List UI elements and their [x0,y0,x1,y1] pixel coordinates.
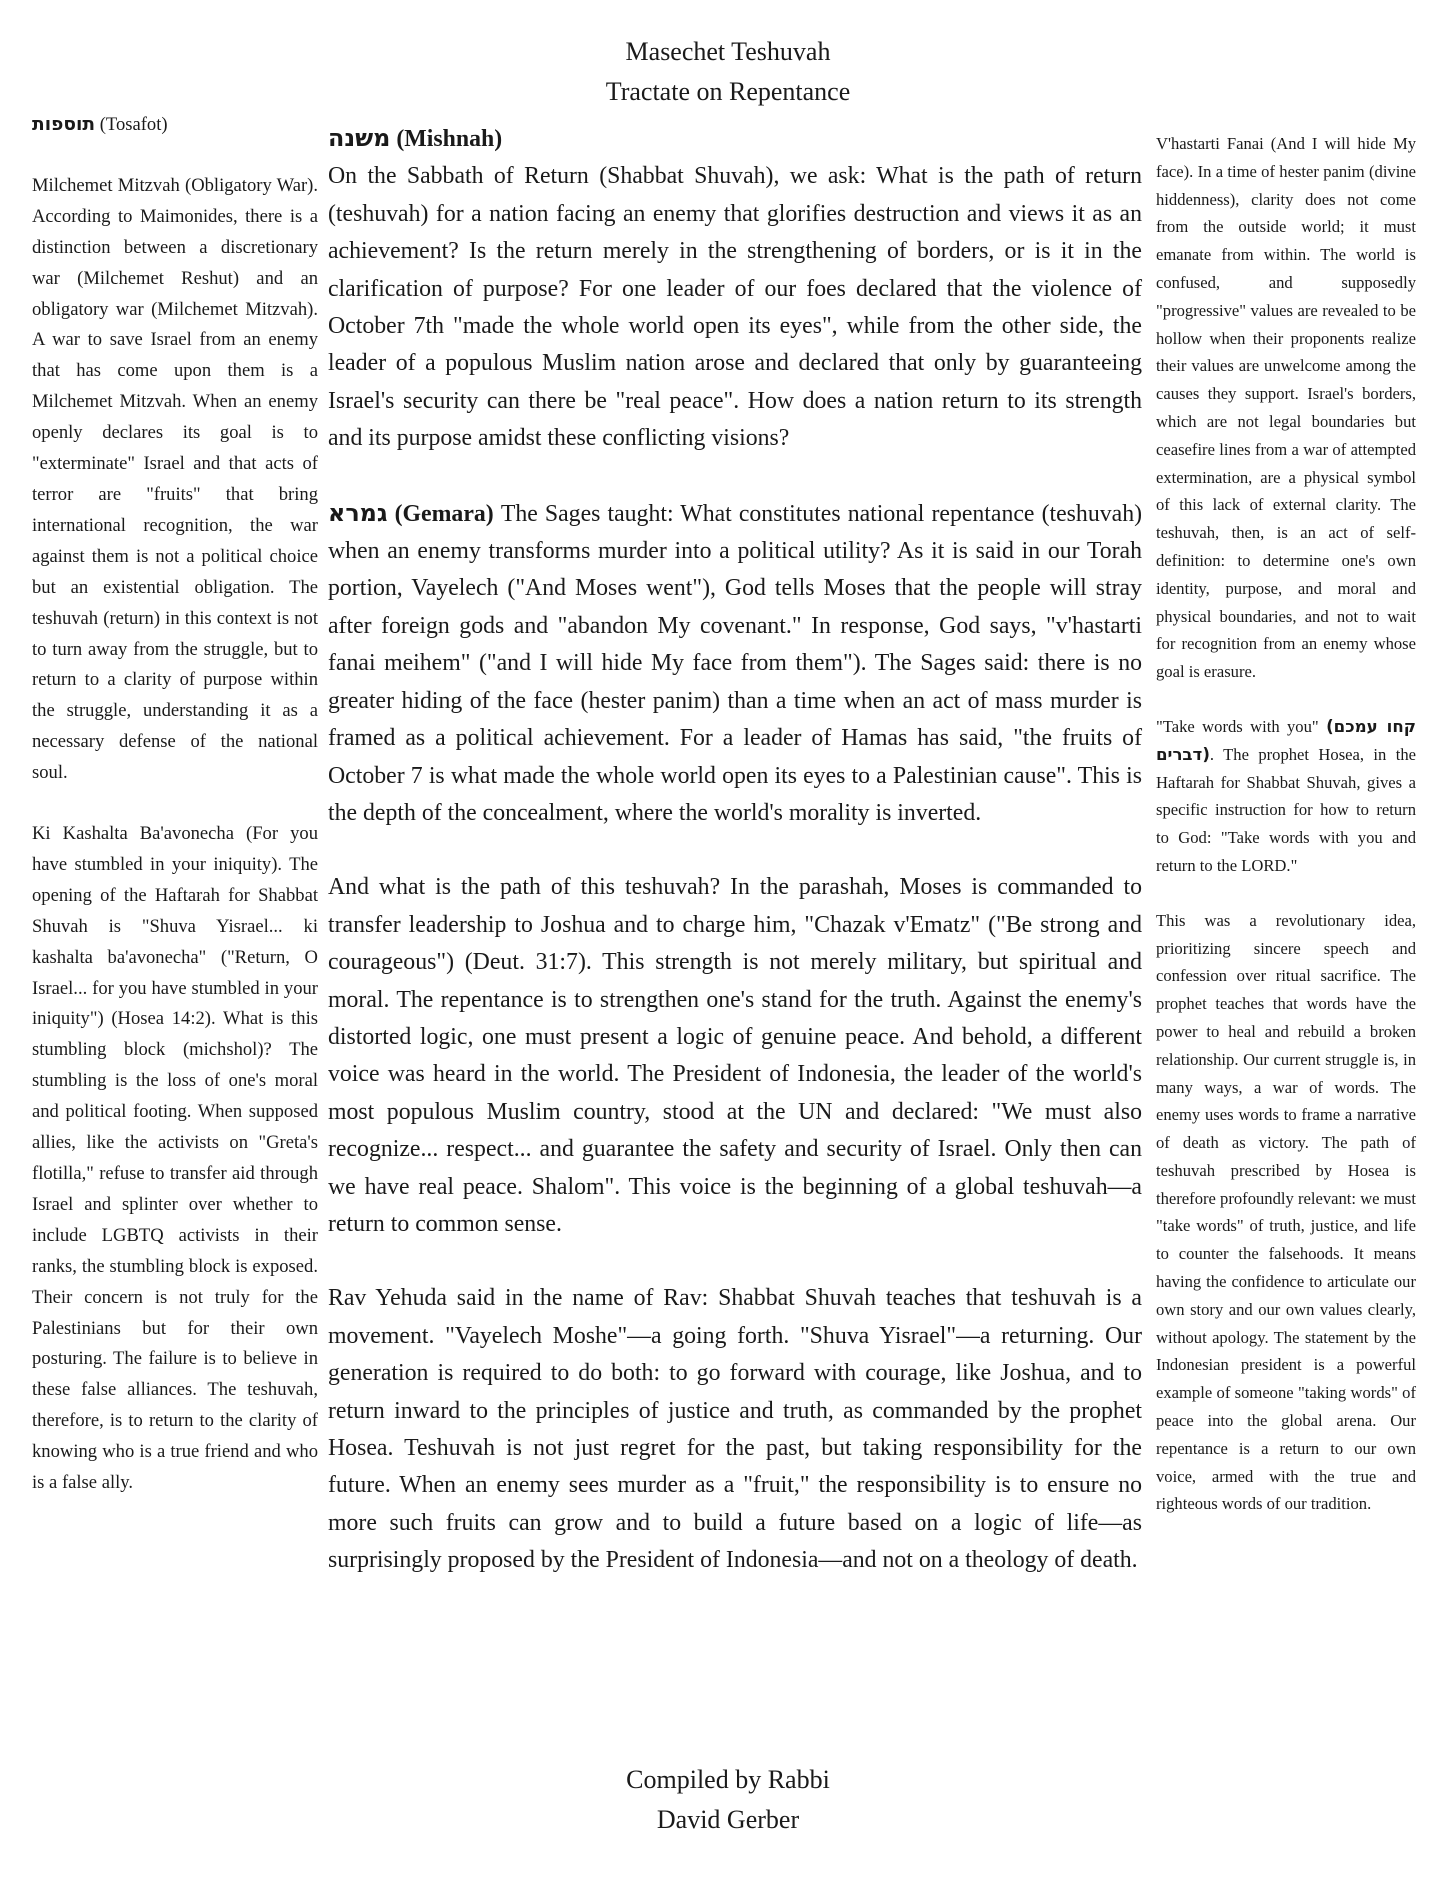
tosafot-label: (Tosafot) [99,114,168,135]
commentary-column [1156,130,1416,1518]
take-words-text: . The prophet Hosea, in the Haftarah for Shabbat Shuvah, gives a specific instruction for how to return to God: "Take words with you and return to the LORD." [1156,744,1416,875]
main-paragraph-3: And what is the path of this teshuvah? In the parashah, Moses is commanded to transfer leadership to Joshua and to charge him, "Chazak v'Ematz" ("Be strong and courageous") (Deut. 31:7). This strength is not merely military, but spiritual and moral. The repentance is to strengthen one's stand for the truth. Against the enemy's distorted logic, one must present a logic of genuine peace. And behold, a different voice was heard in the world. The President of Indonesia, the leader of the world's most populous Muslim country, stood at the UN and declared: "We must also recognize... respect... and guarantee the safety and security of Israel. Only then can we have real peace. Shalom". This voice is the beginning of a global teshuvah—a return to common sense. [328,874,1142,1237]
tosafot-heading [32,110,318,141]
gemara-hebrew-title: גמרא [328,498,388,527]
gemara-text: The Sages taught: What constitutes national repentance (teshuvah) when an enemy transforms murder into a political utility? As it is said in our Torah portion, Vayelech ("And Moses went"), God tells Moses that the people will stray after foreign gods and "abandon My covenant." In response, God says, "v'hastarti fanai meihem" ("and I will hide My face from them"). The Sages said: there is no greater hiding of the face (hester panim) than a time when an act of mass murder is framed as a political achievement. For a leader of Hamas has said, "the fruits of October 7 is what made the whole world open its eyes to a Palestinian cause". This is the depth of the concealment, where the world's morality is inverted. [328,500,1143,826]
commentary-paragraph-3: This was a revolutionary idea, prioritizing sincere speech and confession over ritual sacrifice. The prophet teaches that words have the power to heal and rebuild a broken relationship. Our current struggle is, in many ways, a war of words. The enemy uses words to frame a narrative of death as victory. The path of teshuvah prescribed by Hosea is therefore profoundly relevant: we must "take words" of truth, justice, and life to counter the falsehoods. It means having the confidence to articulate our own story and our own values clearly, without apology. The statement by the Indonesian president is a powerful example of someone "taking words" of peace into the global arena. Our repentance is a return to our own voice, armed with the true and righteous words of our tradition. [1156,910,1416,1514]
gemara-section [328,495,1142,833]
main-paragraph-4: Rav Yehuda said in the name of Rav: Shabbat Shuvah teaches that teshuvah is a movement. "Vayelech Moshe"—a going forth. "Shuva Yisrael"—a returning. Our generation is required to do both: to go forward with courage, like Joshua, and to return inward to the principles of justice and truth, as commanded by the prophet Hosea. Teshuvah is not just regret for the past, but taking responsibility for the future. When an enemy sees murder as a "fruit," the responsibility is to ensure no more such fruits can grow and to build a future based on a logic of life—as surprisingly proposed by the President of Indonesia—and not on a theology of death. [328,1285,1142,1574]
take-words-quote: "Take words with you" [1156,716,1319,736]
tractate-title: Masechet Teshuvah [625,37,831,66]
commentary-paragraph-1: V'hastarti Fanai (And I will hide My face). In a time of hester panim (divine hiddenness), clarity does not come from the outside world; it must emanate from within. The world is confused, and supposedly "progressive" values are revealed to be hollow when their proponents realize their values are unwelcome among the causes they support. Israel's borders, which are not legal boundaries but ceasefire lines from a war of attempted extermination, are a physical symbol of this lack of external clarity. The teshuvah, then, is an act of self-definition: to determine one's own identity, purpose, and moral and physical boundaries, and not to wait for recognition from an enemy whose goal is erasure. [1156,134,1416,682]
take-words-hebrew: (קחו עמכם דברים) [1156,716,1416,764]
tosafot-hebrew-title: תוספות [32,114,96,135]
tosafot-column [32,110,318,1499]
tractate-subtitle: Tractate on Repentance [605,77,851,106]
gemara-label: (Gemara) [394,500,494,527]
mishnah-section [328,120,1142,458]
commentary-paragraph-2 [1156,713,1416,880]
mishnah-text: On the Sabbath of Return (Shabbat Shuvah), we ask: What is the path of return (teshuvah) for a nation facing an enemy that glorifies destruction and views it as an achievement? Is the return merely in the strengthening of borders, or is it in the clarification of purpose? For one leader of our foes declared that the violence of October 7th "made the whole world open its eyes", while from the other side, the leader of a populous Muslim nation arose and declared that only by guaranteeing Israel's security can there be "real peace". How does a nation return to its strength and its purpose amidst these conflicting visions? [328,163,1142,452]
mishnah-hebrew-title: משנה [328,124,391,152]
tosafot-paragraph-1: Milchemet Mitzvah (Obligatory War). According to Maimonides, there is a distinction between a discretionary war (Milchemet Reshut) and an obligatory war (Milchemet Mitzvah). A war to save Israel from an enemy that has come upon them is a Milchemet Mitzvah. When an enemy openly declares its goal is to "exterminate" Israel and that acts of terror are "fruits" that bring international recognition, the war against them is not a political choice but an existential obligation. The teshuvah (return) in this context is not to turn away from the struggle, but to return to a clarity of purpose within the struggle, understanding it as a necessary defense of the national soul. [32,174,318,784]
author-name: David Gerber [656,1805,800,1834]
main-text-column [328,120,1142,1580]
page-footer [0,1760,1456,1840]
mishnah-label: (Mishnah) [396,126,503,152]
compiled-by-line: Compiled by Rabbi [626,1765,830,1794]
page-header [0,32,1456,112]
tosafot-paragraph-2: Ki Kashalta Ba'avonecha (For you have stumbled in your iniquity). The opening of the Haftarah for Shabbat Shuvah is "Shuva Yisrael... ki kashalta ba'avonecha" ("Return, O Israel... for you have stumbled in your iniquity") (Hosea 14:2). What is this stumbling block (michshol)? The stumbling is the loss of one's moral and political footing. When supposed allies, like the activists on "Greta's flotilla," refuse to transfer aid through Israel and splinter over whether to include LGBTQ activists in their ranks, the stumbling block is exposed. Their concern is not truly for the Palestinians but for their own posturing. The failure is to believe in these false alliances. The teshuvah, therefore, is to return to the clarity of knowing who is a true friend and who is a false ally. [32,823,318,1494]
